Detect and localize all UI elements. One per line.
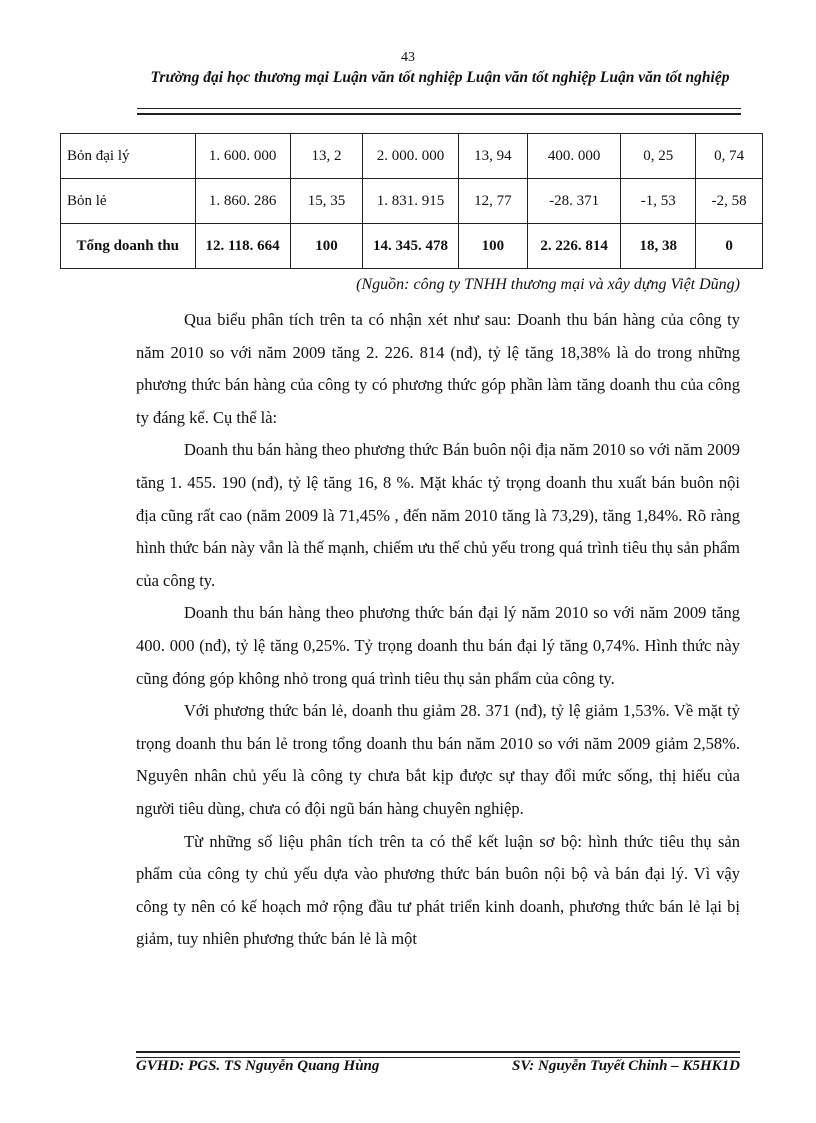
table-cell: 1. 831. 915	[363, 179, 458, 224]
table-cell: 2. 000. 000	[363, 134, 458, 179]
table-cell: 15, 35	[290, 179, 363, 224]
table-cell: Bỏn đại lý	[61, 134, 196, 179]
paragraph: Với phương thức bán lẻ, doanh thu giảm 28. 371 (nđ), tỷ lệ giảm 1,53%. Về mặt tỷ trọng doanh thu bán lẻ trong tổng doanh thu bán năm 2010 so với năm 2009 giảm 2,58%. Nguyên nhân chủ yếu là công ty chưa bắt kịp được sự thay đổi mức sống, thị hiếu của người tiêu dùng, chưa có đội ngũ bán hàng chuyên nghiệp.	[136, 701, 740, 818]
table-cell: 1. 600. 000	[195, 134, 290, 179]
table-cell: 1. 860. 286	[195, 179, 290, 224]
footer-rule	[136, 1051, 740, 1058]
paragraph: Doanh thu bán hàng theo phương thức Bán buôn nội địa năm 2010 so với năm 2009 tăng 1. 455. 190 (nđ), tỷ lệ tăng 16, 8 %. Mặt khác tỷ trọng doanh thu xuất bán buôn nội địa cũng rất cao (năm 2009 là 71,45% , đến năm 2010 tăng là 73,29), tăng 1,84%. Rõ ràng hình thức bán này vẫn là thế mạnh, chiếm ưu thế chủ yếu trong quá trình tiêu thụ sản phẩm của công ty.	[136, 440, 740, 590]
table-row	[61, 134, 763, 179]
header-rule	[137, 108, 741, 115]
table-cell: 12, 77	[458, 179, 528, 224]
table-cell: 13, 94	[458, 134, 528, 179]
table-cell: -2, 58	[696, 179, 763, 224]
table-cell: Bỏn lẻ	[61, 179, 196, 224]
paragraph: Doanh thu bán hàng theo phương thức bán đại lý năm 2010 so với năm 2009 tăng 400. 000 (nđ), tỷ lệ tăng 0,25%. Tỷ trọng doanh thu bán đại lý tăng 0,74%. Hình thức này cũng đóng góp không nhỏ trong quá trình tiêu thụ sản phẩm của công ty.	[136, 603, 740, 688]
table-cell: 18, 38	[621, 224, 696, 269]
body-text	[136, 304, 740, 956]
footer	[136, 1058, 740, 1075]
paragraph: Qua biểu phân tích trên ta có nhận xét như sau: Doanh thu bán hàng của công ty năm 2010 so với năm 2009 tăng 2. 226. 814 (nđ), tỷ lệ tăng 18,38% là do trong những phương thức bán hàng của công ty có phương thức góp phần làm tăng doanh thu của công ty đáng kể. Cụ thể là:	[136, 310, 740, 427]
table-cell: 13, 2	[290, 134, 363, 179]
table-cell: 12. 118. 664	[195, 224, 290, 269]
table-cell: Tổng doanh thu	[61, 224, 196, 269]
table-cell: 100	[458, 224, 528, 269]
page-number: 43	[401, 50, 415, 65]
table-cell: 100	[290, 224, 363, 269]
table-cell: -1, 53	[621, 179, 696, 224]
table-total-row	[61, 224, 763, 269]
source-note: (Nguồn: công ty TNHH thương mại và xây dựng Việt Dũng)	[356, 276, 740, 293]
table-cell: 400. 000	[528, 134, 621, 179]
table-cell: 0	[696, 224, 763, 269]
table-row	[61, 179, 763, 224]
paragraph: Từ những số liệu phân tích trên ta có thể kết luận sơ bộ: hình thức tiêu thụ sản phẩm của công ty chủ yếu dựa vào phương thức bán buôn nội bộ và bán đại lý. Vì vậy công ty nên có kế hoạch mở rộng đầu tư phát triển kinh doanh, phương thức bán lẻ lại bị giảm, tuy nhiên phương thức bán lẻ là một	[136, 831, 740, 949]
table-cell: 2. 226. 814	[528, 224, 621, 269]
footer-student: SV: Nguyễn Tuyết Chinh – K5HK1D	[512, 1058, 740, 1074]
table-cell: 14. 345. 478	[363, 224, 458, 269]
revenue-table	[60, 133, 763, 269]
footer-supervisor: GVHD: PGS. TS Nguyễn Quang Hùng	[136, 1058, 380, 1074]
table-cell: -28. 371	[528, 179, 621, 224]
table-cell: 0, 25	[621, 134, 696, 179]
header-title: Trường đại học thương mại Luận văn tốt nghiệp Luận văn tốt nghiệp Luận văn tốt nghiệp	[150, 69, 730, 86]
table-cell: 0, 74	[696, 134, 763, 179]
